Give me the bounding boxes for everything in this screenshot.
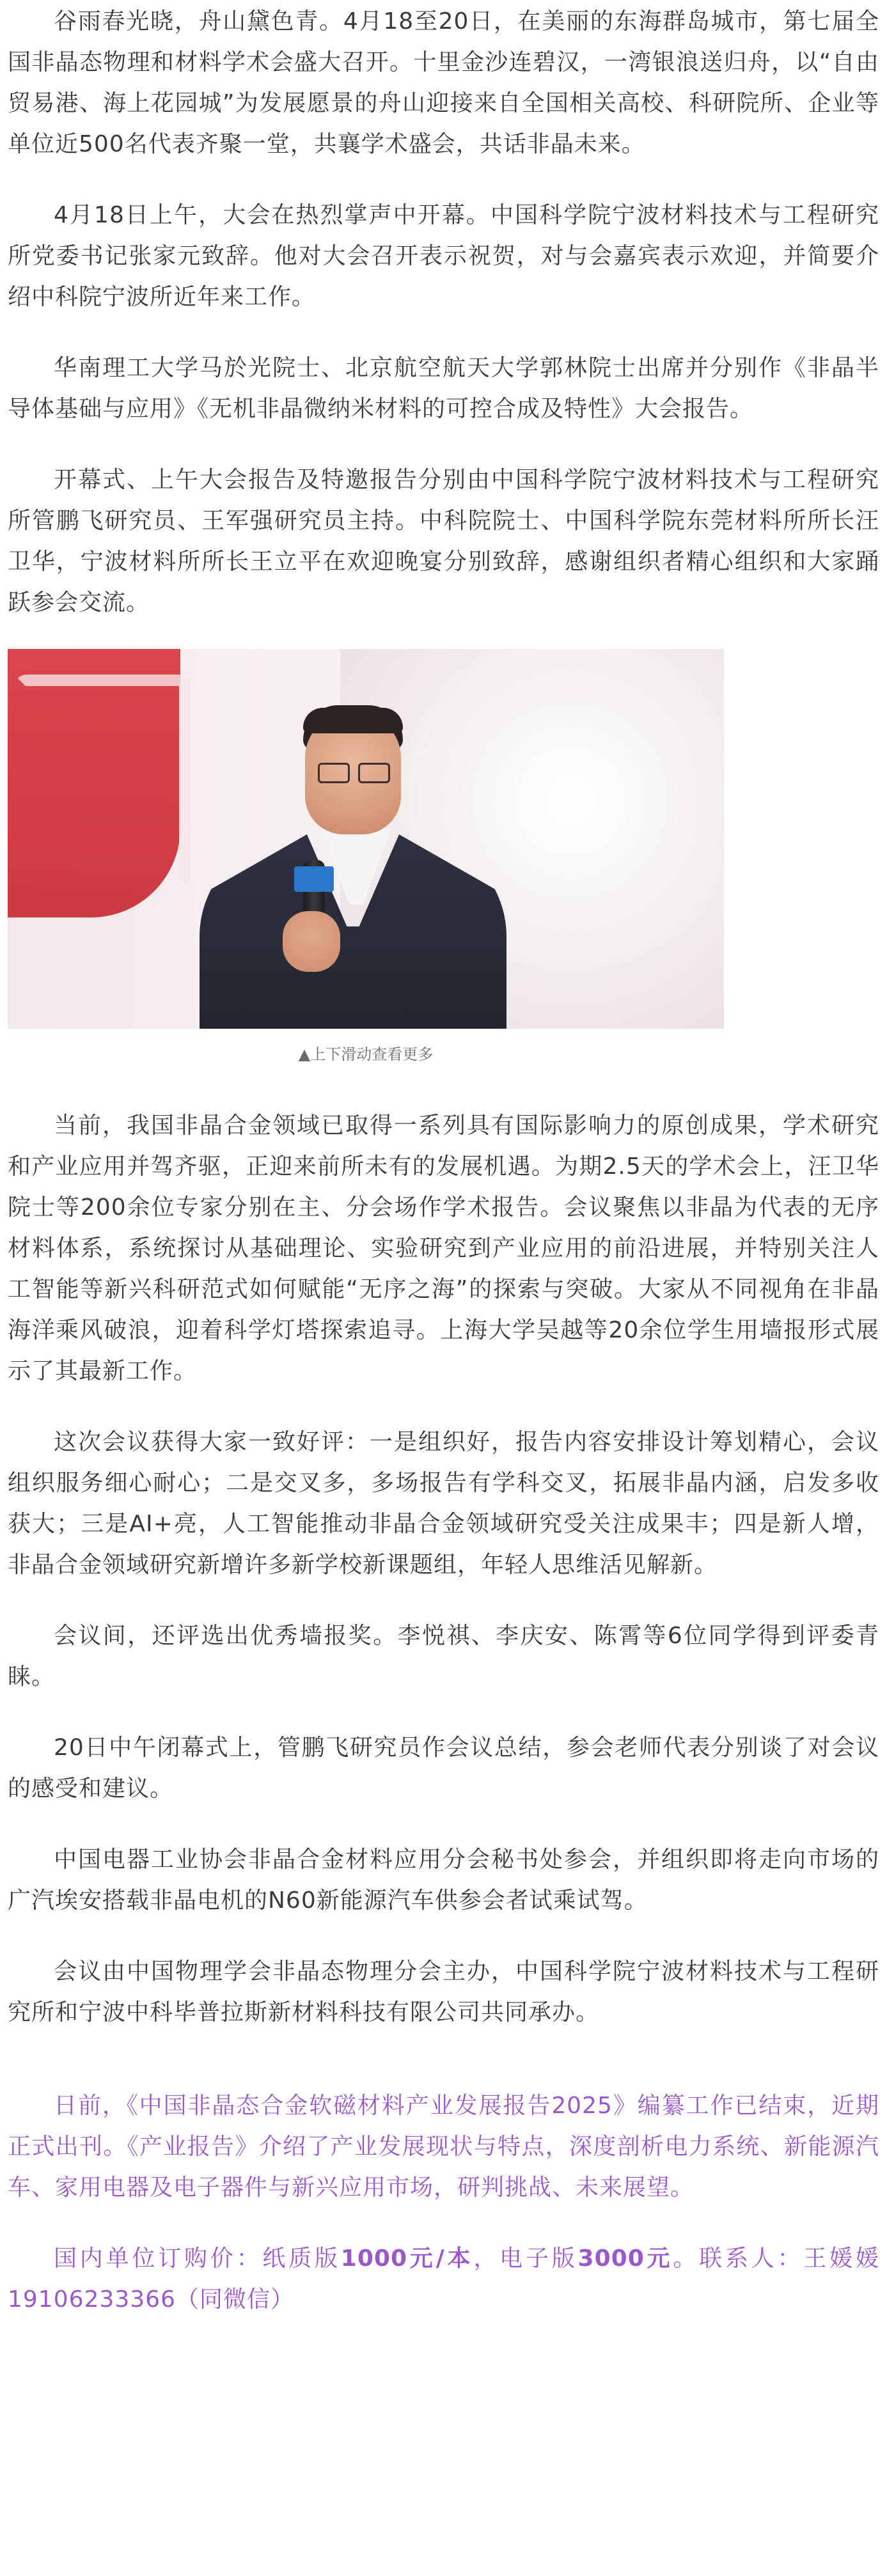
report-notice: 日前，《中国非晶态合金软磁材料产业发展报告2025》编纂工作已结束，近期正式出刊。《产业报告》介绍了产业发展现状与特点，深度剖析电力系统、新能源汽车、家用电器及电子器件与新兴应用市场，研判挑战、未来展望。	[8, 2093, 879, 2201]
order-contact: 。联系人：王媛媛 19106233366（同微信）	[8, 2245, 879, 2313]
paragraph-opening: 4月18日上午，大会在热烈掌声中开幕。中国科学院宁波材料技术与工程研究所党委书记张家元致辞。他对大会召开表示祝贺，对与会嘉宾表示欢迎，并简要介绍中科院宁波所近年来工作。	[8, 202, 879, 310]
paragraph-reviews: 这次会议获得大家一致好评：一是组织好，报告内容安排设计筹划精心，会议组织服务细心耐心；二是交叉多，多场报告有学科交叉，拓展非晶内涵，启发多收获大；三是AI+亮，人工智能推动非晶合金领域研究受关注成果丰；四是新人增，非晶合金领域研究新增许多新学校新课题组，年轻人思维活见解新。	[8, 1429, 879, 1578]
order-prefix: 国内单位订购价：纸质版	[54, 2245, 341, 2272]
order-mid: ，电子版	[473, 2245, 578, 2272]
speaker-photo	[8, 649, 724, 1029]
paragraph-test-drive: 中国电器工业协会非晶合金材料应用分会秘书处参会，并组织即将走向市场的广汽埃安搭载非晶电机的N60新能源汽车供参会者试乘试驾。	[8, 1846, 879, 1914]
paragraph-closing: 20日中午闭幕式上，管鹏飞研究员作会议总结，参会老师代表分别谈了对会议的感受和建议。	[8, 1735, 879, 1802]
paragraph-poster-award: 会议间，还评选出优秀墙报奖。李悦祺、李庆安、陈霄等6位同学得到评委青睐。	[8, 1623, 879, 1690]
digital-price: 3000元	[577, 2245, 673, 2272]
photo-caption: ▲上下滑动查看更多	[298, 1045, 434, 1063]
paragraph-reports: 华南理工大学马於光院士、北京航空航天大学郭林院士出席并分别作《非晶半导体基础与应用》《无机非晶微纳米材料的可控合成及特性》大会报告。	[8, 355, 879, 422]
paragraph-organizers: 会议由中国物理学会非晶态物理分会主办，中国科学院宁波材料技术与工程研究所和宁波中科毕普拉斯新材料科技有限公司共同承办。	[8, 1958, 879, 2026]
order-info	[8, 2238, 879, 2320]
paper-price: 1000元/本	[340, 2245, 474, 2272]
paragraph-achievements: 当前，我国非晶合金领域已取得一系列具有国际影响力的原创成果，学术研究和产业应用并驾齐驱，正迎来前所未有的发展机遇。为期2.5天的学术会上，汪卫华院士等200余位专家分别在主、分会场作学术报告。会议聚焦以非晶为代表的无序材料体系，系统探讨从基础理论、实验研究到产业应用的前沿进展，并特别关注人工智能等新兴科研范式如何赋能“无序之海”的探索与突破。大家从不同视角在非晶海洋乘风破浪，迎着科学灯塔探索追寻。上海大学吴越等20余位学生用墙报形式展示了其最新工作。	[8, 1112, 879, 1384]
article-body	[8, 0, 879, 2320]
paragraph-hosts: 开幕式、上午大会报告及特邀报告分别由中国科学院宁波材料技术与工程研究所管鹏飞研究员、王军强研究员主持。中科院院士、中国科学院东莞材料所所长汪卫华，宁波材料所所长王立平在欢迎晚宴分别致辞，感谢组织者精心组织和大家踊跃参会交流。	[8, 467, 879, 616]
paragraph-intro: 谷雨春光晓，舟山黛色青。4月18至20日，在美丽的东海群岛城市，第七届全国非晶态物理和材料学术会盛大召开。十里金沙连碧汉，一湾银浪送归舟，以“自由贸易港、海上花园城”为发展愿景的舟山迎接来自全国相关高校、科研院所、企业等单位近500名代表齐聚一堂，共襄学术盛会，共话非晶未来。	[8, 8, 879, 157]
photo-carousel[interactable]	[8, 649, 724, 1067]
